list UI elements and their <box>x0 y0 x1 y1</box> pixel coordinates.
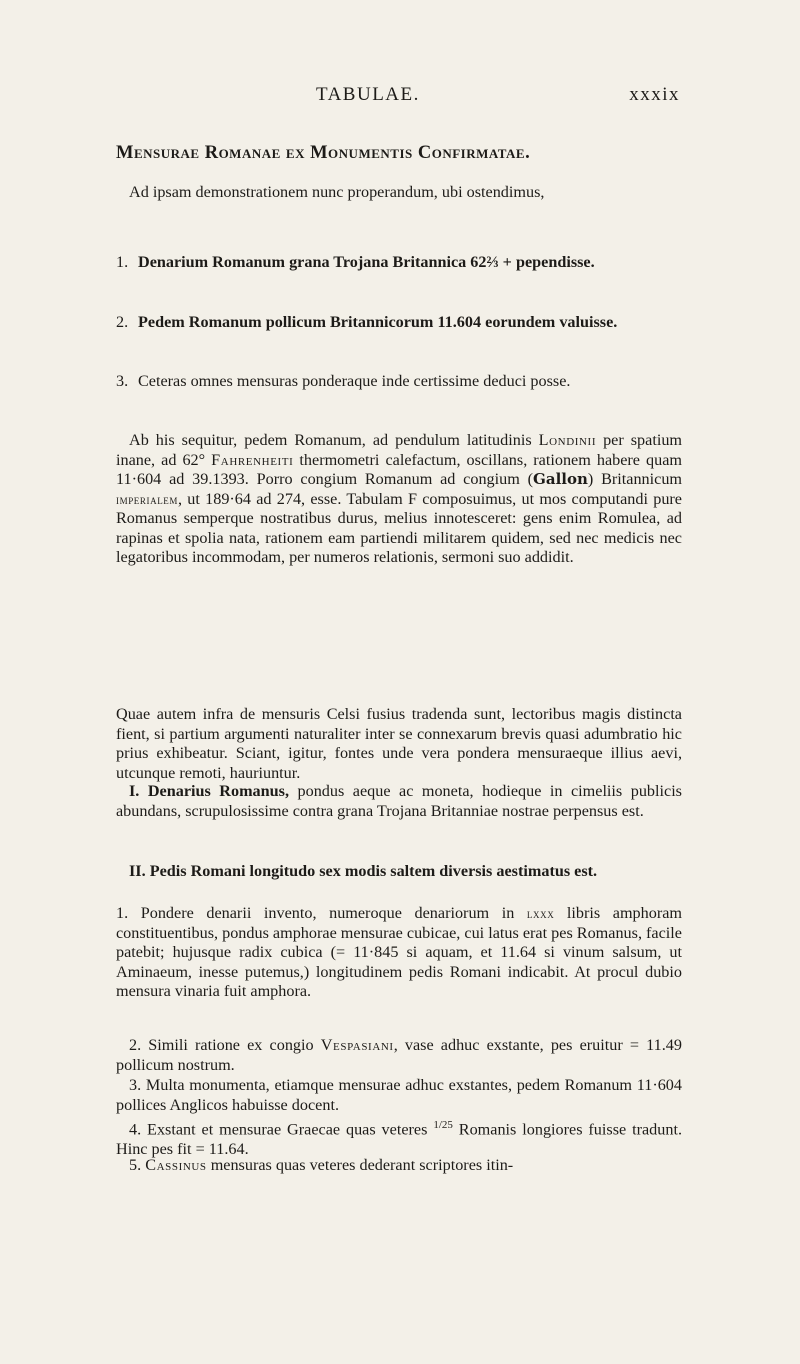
intro-paragraph: Ad ipsam demonstrationem nunc properandum, ubi ostendimus, <box>129 183 545 201</box>
text-run-smallcaps: lxxx <box>526 906 555 921</box>
list-item-number: 3. <box>116 372 129 390</box>
section-I-heading: I. Denarius Romanus, <box>129 782 290 800</box>
text-run-smallcaps: imperialem <box>116 491 178 507</box>
text-run: pondus aeque ac moneta, hodieque in cimeliis publicis abundans, scrupulosissime contra grana Trojana Britanniae nostrae perpensus est. <box>116 782 682 820</box>
subsection-1 <box>116 904 682 1002</box>
main-paragraph <box>116 431 682 568</box>
text-run-smallcaps: Londinii <box>538 431 597 449</box>
text-run: Romanis longiores fuisse tradunt. Hinc pes fit = 11.64. <box>116 1120 682 1158</box>
page-number: xxxix <box>629 84 680 105</box>
list-item-number: 2. <box>116 313 129 331</box>
section-II: II. Pedis Romani longitudo sex modis saltem diversis aestimatus est. <box>129 862 598 880</box>
text-run: 4. Exstant et mensurae Graecae quas veteres <box>129 1120 434 1139</box>
text-run: , vase adhuc exstante, pes eruitur = 11.49 pollicum nostrum. <box>116 1036 682 1074</box>
running-head <box>120 84 680 108</box>
text-run: mensuras quas veteres dederant scriptores itin- <box>206 1156 514 1174</box>
list-item-number: 1. <box>116 253 129 271</box>
subsection-4 <box>116 1116 682 1159</box>
subsection-3: 3. Multa monumenta, etiamque mensurae adhuc exstantes, pedem Romanum 11·604 pollices Anglicos habuisse docent. <box>116 1076 682 1114</box>
text-run: libris amphoram constituentibus, pondus amphorae mensurae cubicae, cui latus erat pes Romanus, facile patebit; hujusque radix cubica (= 11·845 si aquam, et 11.64 si vinum salsum, ut Aminaeum, inesse putemus,) longitudinem pedis Romani indicabit. At procul dubio mensura vinaria fuit amphora. <box>116 904 682 1000</box>
text-run: 2. Simili ratione ex congio <box>129 1036 321 1054</box>
text-run: per spatium inane, ad 62° <box>116 431 682 469</box>
quae-paragraph: Quae autem infra de mensuris Celsi fusius tradenda sunt, lectoribus magis distincta fient, si partium argumenti naturaliter inter se connexarum brevis quasi adumbratio hic prius exhibeatur. Sciant, igitur, fontes unde vera pondera mensuraeque illius aevi, utcunque remoti, hauriuntur. <box>116 705 682 782</box>
text-run-smallcaps: Vespasiani <box>320 1036 394 1054</box>
section-title: Mensurae Romanae ex Monumentis Confirmatae. <box>116 143 531 163</box>
text-run: , ut 189·64 ad 274, esse. Tabulam F composuimus, ut mos computandi pure Romanus semperque nostratibus durus, melius innotesceret: gens enim Romulea, ad rapinas et spolia nata, rationem eam partiendi militarem quidem, sed nec medicis nec legatoribus incommodam, per numeros relationis, sermoni suo addidit. <box>116 489 682 566</box>
list-item <box>116 372 682 392</box>
list-item-text: Pedem Romanum pollicum Britannicorum 11.604 eorundem valuisse. <box>138 313 618 331</box>
text-run: thermometri calefactum, oscillans, rationem habere quam 11·604 ad 39.1393. Porro congium Romanum ad congium ( <box>116 450 682 488</box>
list-item-text: Denarium Romanum grana Trojana Britannica 62⅔ + pependisse. <box>138 253 595 271</box>
text-run: 5. <box>129 1156 146 1174</box>
blackletter-word: Gallon <box>533 470 588 488</box>
running-head-title: TABULAE. <box>316 84 420 105</box>
text-run: Ab his sequitur, pedem Romanum, ad pendulum latitudinis <box>129 431 539 449</box>
subsection-5 <box>116 1156 682 1176</box>
text-run-smallcaps: Cassinus <box>145 1156 207 1174</box>
list-item <box>116 313 682 333</box>
fraction: 1/25 <box>433 1119 453 1131</box>
section-I <box>116 782 682 821</box>
text-run: ) Britannicum <box>587 470 683 488</box>
list-item <box>116 253 682 273</box>
subsection-2 <box>116 1036 682 1075</box>
text-run-smallcaps: Fahrenheiti <box>211 450 294 469</box>
text-run: 1. Pondere denarii invento, numeroque denariorum in <box>116 904 527 922</box>
list-item-text: Ceteras omnes mensuras ponderaque inde certissime deduci posse. <box>138 372 571 390</box>
